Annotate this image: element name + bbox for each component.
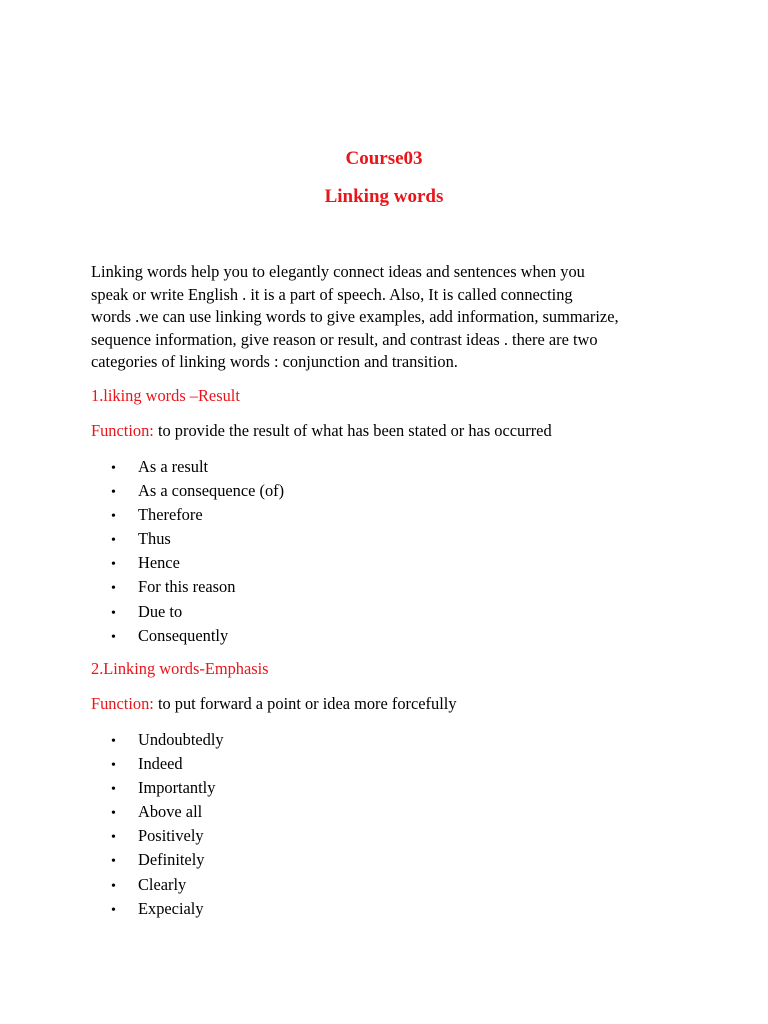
intro-line: speak or write English . it is a part of speech. Also, It is called connecting <box>91 284 573 304</box>
list-item-text: Due to <box>138 601 183 621</box>
list-item-text: Hence <box>138 553 180 573</box>
list-item <box>111 776 224 800</box>
list-item <box>111 873 224 897</box>
function-label: Function: <box>91 421 154 440</box>
function-line-result <box>91 421 552 441</box>
bullet-icon: • <box>111 830 116 846</box>
bullet-icon: • <box>111 878 116 894</box>
intro-paragraph <box>91 261 691 374</box>
bullet-icon: • <box>111 581 116 597</box>
section-heading-emphasis: 2.Linking words-Emphasis <box>91 659 269 678</box>
list-item <box>111 824 224 848</box>
list-item <box>111 479 284 503</box>
list-item <box>111 503 284 527</box>
bullet-icon: • <box>111 509 116 525</box>
intro-line: sequence information, give reason or result, and contrast ideas . there are two <box>91 329 598 349</box>
bullet-icon: • <box>111 557 116 573</box>
bullet-icon: • <box>111 461 116 476</box>
list-item <box>111 527 284 551</box>
topic-title: Linking words <box>324 186 444 207</box>
bullet-icon: • <box>111 533 116 549</box>
intro-line: Linking words help you to elegantly connect ideas and sentences when you <box>91 262 585 281</box>
list-item <box>111 728 224 752</box>
list-item-text: Thus <box>138 529 171 549</box>
bullet-icon: • <box>111 854 116 870</box>
list-item-text: As a result <box>138 457 209 476</box>
bullet-icon: • <box>111 734 116 749</box>
list-item-text: Consequently <box>138 625 229 645</box>
course-title: Course03 <box>345 148 423 169</box>
list-item <box>111 624 284 648</box>
list-item <box>111 600 284 624</box>
function-line-emphasis <box>91 694 457 714</box>
list-item-text: For this reason <box>138 577 236 597</box>
bullet-icon: • <box>111 485 116 501</box>
list-item-text: Expecialy <box>138 898 204 918</box>
list-item <box>111 752 224 776</box>
list-item-text: Therefore <box>138 505 203 525</box>
list-item <box>111 848 224 872</box>
emphasis-word-list <box>111 728 224 921</box>
list-item <box>111 551 284 575</box>
list-item-text: Definitely <box>138 850 205 870</box>
list-item-text: Indeed <box>138 754 183 774</box>
bullet-icon: • <box>111 605 116 621</box>
section-heading-result: 1.liking words –Result <box>91 386 240 405</box>
function-label: Function: <box>91 694 154 713</box>
intro-line: words .we can use linking words to give examples, add information, summarize, <box>91 307 619 327</box>
list-item-text: Above all <box>138 802 203 822</box>
bullet-icon: • <box>111 629 116 645</box>
list-item-text: Importantly <box>138 778 216 798</box>
result-word-list <box>111 455 284 648</box>
list-item-text: Undoubtedly <box>138 730 224 749</box>
list-item-text: Positively <box>138 826 204 846</box>
list-item-text: As a consequence (of) <box>138 481 285 501</box>
list-item <box>111 897 224 921</box>
bullet-icon: • <box>111 902 116 918</box>
list-item <box>111 800 224 824</box>
list-item-text: Clearly <box>138 874 187 894</box>
list-item <box>111 455 284 479</box>
list-item <box>111 575 284 599</box>
bullet-icon: • <box>111 758 116 774</box>
bullet-icon: • <box>111 782 116 798</box>
function-text: to provide the result of what has been stated or has occurred <box>153 421 552 440</box>
intro-line: categories of linking words : conjunction and transition. <box>91 352 458 372</box>
function-text: to put forward a point or idea more forcefully <box>153 694 457 713</box>
bullet-icon: • <box>111 806 116 822</box>
